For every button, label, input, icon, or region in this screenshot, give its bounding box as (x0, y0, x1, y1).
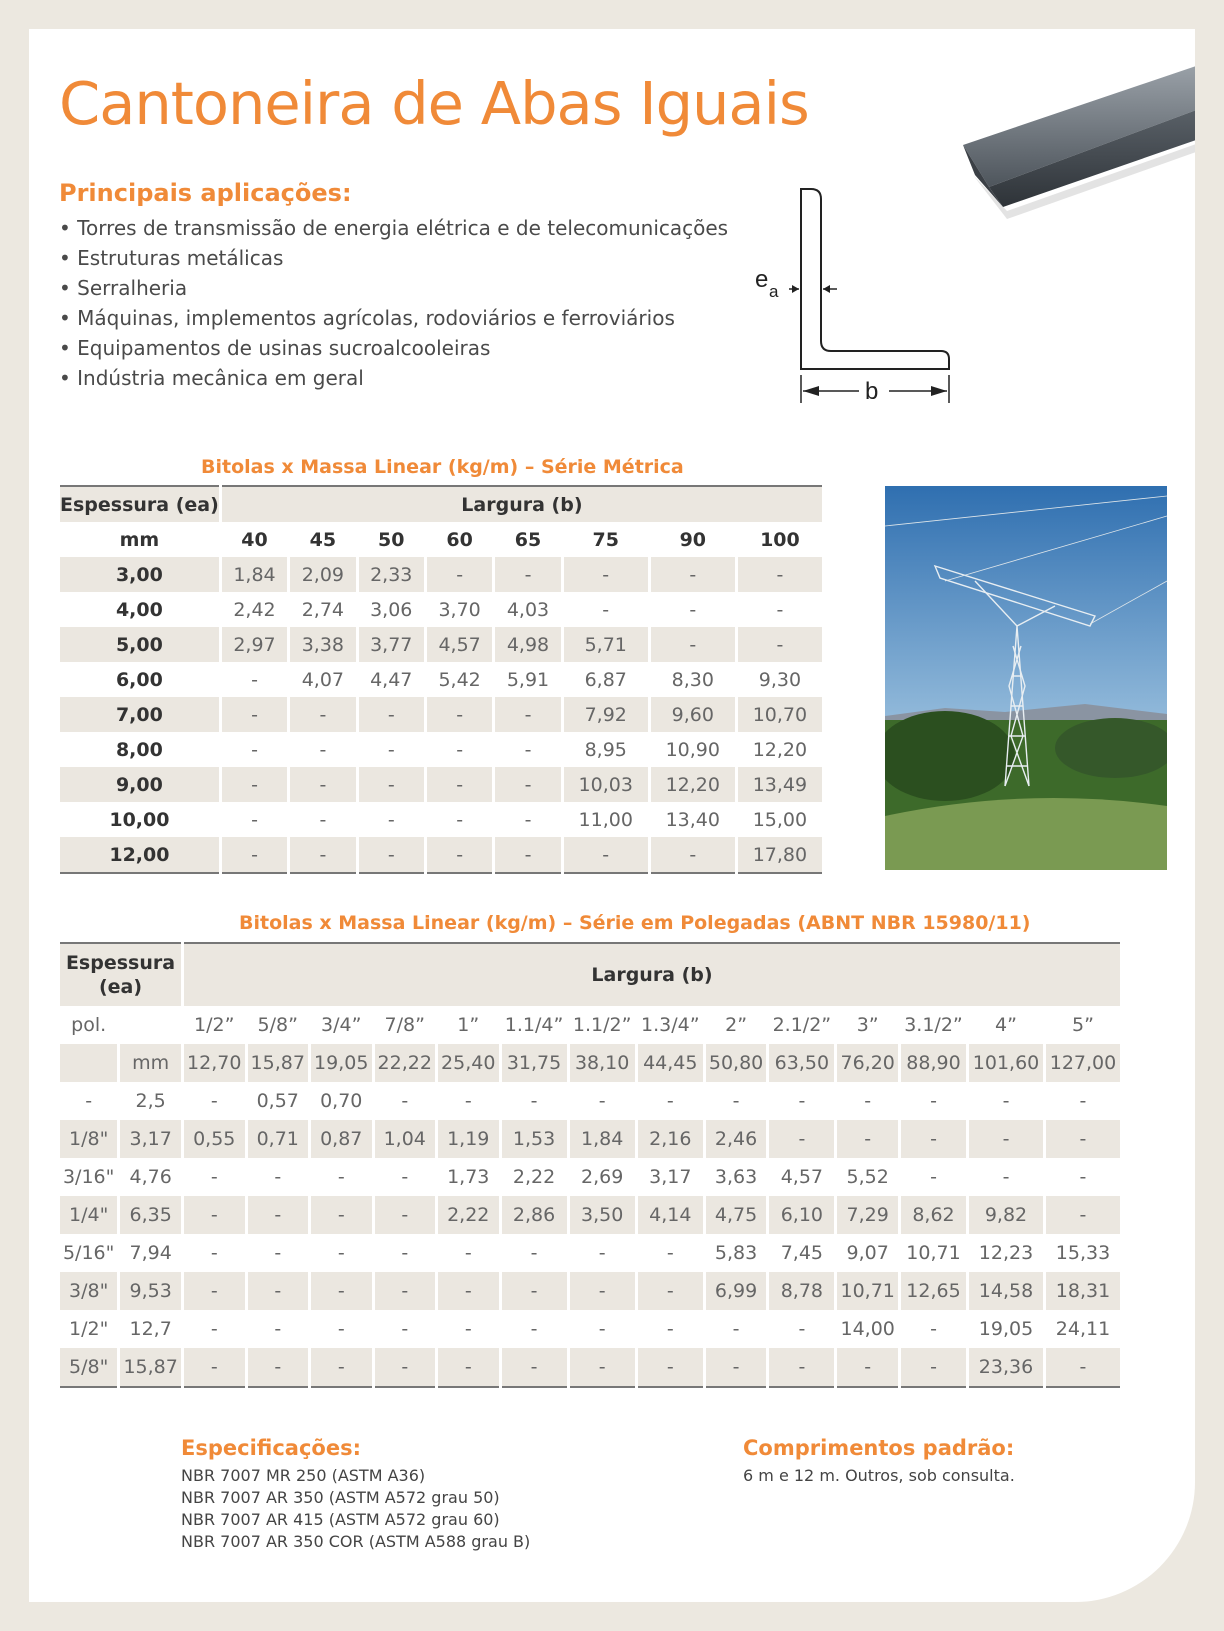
metric-value-cell: 11,00 (578, 808, 633, 831)
inch-value-cell: - (210, 1166, 218, 1188)
inch-value-cell: - (732, 1090, 740, 1112)
inch-width-pol-cell: 5” (1072, 1014, 1094, 1036)
inch-value-cell: - (864, 1090, 872, 1112)
inch-value-cell: - (570, 1272, 635, 1310)
inch-value-cell: - (401, 1242, 409, 1264)
inch-value-cell: 19,05 (978, 1318, 1034, 1340)
inch-value-cell: - (375, 1272, 436, 1310)
inch-value-cell: 18,31 (1046, 1272, 1120, 1310)
metric-value-cell: - (524, 808, 532, 831)
metric-thickness-cell: 6,00 (115, 668, 163, 691)
metric-value-cell: - (359, 767, 424, 802)
inch-value-cell: - (502, 1272, 567, 1310)
metric-value-cell: - (222, 697, 287, 732)
inch-thickness-pol-cell: 5/8" (60, 1348, 117, 1388)
metric-thickness-header: Espessura (ea) (60, 485, 219, 522)
inch-value-cell: 1,19 (438, 1120, 499, 1158)
application-item: • Máquinas, implementos agrícolas, rodoviários e ferroviários (59, 303, 728, 333)
metric-thickness-cell: 12,00 (60, 837, 219, 874)
inch-value-cell: 3,17 (649, 1166, 692, 1188)
inch-value-cell: 2,22 (512, 1166, 556, 1188)
inch-value-cell: - (438, 1348, 499, 1388)
inch-value-cell: - (337, 1242, 345, 1264)
metric-value-cell: - (495, 837, 560, 874)
inch-value-cell: 3,63 (714, 1166, 758, 1188)
metric-table-row (60, 837, 822, 874)
metric-unit-label: mm (119, 528, 160, 551)
metric-table-row (60, 662, 822, 697)
inch-value-cell: - (732, 1318, 740, 1340)
inch-value-cell: 3,50 (570, 1196, 635, 1234)
application-item: • Estruturas metálicas (59, 243, 728, 273)
metric-thickness-cell: 8,00 (115, 738, 163, 761)
metric-value-cell: - (564, 557, 648, 592)
metric-value-cell: 1,84 (222, 557, 287, 592)
inch-value-cell: - (666, 1242, 674, 1264)
metric-value-cell: 13,40 (665, 808, 720, 831)
inch-thickness-mm-cell: 7,94 (129, 1242, 172, 1264)
spec-line: NBR 7007 MR 250 (ASTM A36) (181, 1466, 426, 1485)
inch-value-cell: - (930, 1166, 937, 1188)
inch-width-pol-cell: 4” (995, 1014, 1017, 1036)
spec-line: NBR 7007 AR 350 (ASTM A572 grau 50) (181, 1488, 500, 1507)
inch-width-pol-cell: 1.1/2” (572, 1014, 632, 1036)
metric-value-cell: 9,60 (651, 697, 735, 732)
inch-value-cell: 6,99 (706, 1272, 767, 1310)
lengths-heading: Comprimentos padrão: (743, 1436, 1015, 1460)
metric-value-cell: 3,70 (438, 598, 481, 621)
inch-value-cell: - (969, 1120, 1043, 1158)
inch-thickness-pol-cell: 3/8" (60, 1272, 117, 1310)
metric-value-cell: 4,47 (370, 668, 413, 691)
metric-value-cell: - (602, 598, 610, 621)
metric-value-cell: - (738, 557, 822, 592)
inch-value-cell: - (248, 1196, 309, 1234)
inch-value-cell: - (1046, 1196, 1120, 1234)
metric-value-cell: - (427, 697, 492, 732)
inch-value-cell: - (311, 1348, 372, 1388)
inch-value-cell: 12,23 (978, 1242, 1034, 1264)
inch-width-pol-cell: 1” (457, 1014, 480, 1036)
inch-value-cell: - (638, 1348, 703, 1388)
spec-line: NBR 7007 AR 415 (ASTM A572 grau 60) (181, 1510, 500, 1529)
inch-thickness-pol-cell: - (85, 1090, 93, 1112)
inch-value-cell: - (837, 1120, 898, 1158)
metric-value-cell: 17,80 (738, 837, 822, 874)
metric-value-cell: 8,30 (671, 668, 714, 691)
metric-value-cell: - (359, 697, 424, 732)
inch-value-cell: - (184, 1272, 245, 1310)
specs-heading: Especificações: (181, 1436, 361, 1460)
inch-table-row (60, 1196, 1120, 1234)
inch-value-cell: 2,86 (502, 1196, 567, 1234)
inch-width-pol-cell: 3/4” (321, 1014, 362, 1036)
inch-value-cell: - (666, 1090, 674, 1112)
inch-width-header: Largura (b) (184, 942, 1120, 1006)
inch-value-cell: - (375, 1196, 436, 1234)
inch-value-cell: 14,58 (969, 1272, 1043, 1310)
metric-value-cell: - (427, 767, 492, 802)
metric-value-cell: 10,03 (564, 767, 648, 802)
metric-value-cell: - (319, 738, 327, 761)
metric-thickness-cell: 10,00 (109, 808, 170, 831)
inch-value-cell: - (769, 1120, 834, 1158)
metric-value-cell: - (689, 598, 697, 621)
inch-table-row (60, 1120, 1120, 1158)
inch-value-cell: 0,87 (311, 1120, 372, 1158)
inch-value-cell: - (930, 1318, 937, 1340)
metric-value-cell: 3,77 (359, 627, 424, 662)
metric-value-cell: 2,97 (222, 627, 287, 662)
inch-width-mm-cell: 63,50 (769, 1044, 834, 1082)
inch-thickness-pol-cell: 5/16" (62, 1242, 115, 1264)
inch-value-cell: - (598, 1318, 606, 1340)
application-item: • Indústria mecânica em geral (59, 363, 728, 393)
metric-value-cell: - (776, 598, 784, 621)
metric-value-cell: - (738, 627, 822, 662)
inch-value-cell: - (274, 1166, 282, 1188)
inch-value-cell: 0,55 (184, 1120, 245, 1158)
ea-label-main: e (755, 266, 769, 293)
inch-value-cell: - (210, 1318, 218, 1340)
inch-value-cell: 24,11 (1055, 1318, 1111, 1340)
inch-value-cell: - (798, 1090, 806, 1112)
metric-table-row (60, 732, 822, 767)
inch-value-cell: 7,29 (837, 1196, 898, 1234)
inch-value-cell: - (666, 1318, 674, 1340)
page-title: Cantoneira de Abas Iguais (59, 69, 809, 138)
inch-width-mm-cell: 31,75 (502, 1044, 567, 1082)
metric-width-header-cell: 60 (446, 528, 473, 551)
inch-value-cell: - (248, 1348, 309, 1388)
inch-thickness-pol-cell: 3/16" (62, 1166, 115, 1188)
metric-thickness-cell: 3,00 (60, 557, 219, 592)
metric-value-cell: - (427, 557, 492, 592)
inch-width-pol-cell: 5/8” (257, 1014, 298, 1036)
inch-value-cell: - (1046, 1120, 1120, 1158)
inch-width-pol-cell: 2.1/2” (772, 1014, 832, 1036)
metric-table-row (60, 802, 822, 837)
inch-value-cell: 9,82 (969, 1196, 1043, 1234)
inch-value-cell: 2,46 (706, 1120, 767, 1158)
metric-table-row (60, 697, 822, 732)
inch-value-cell: 4,57 (780, 1166, 824, 1188)
inch-value-cell: 1,73 (447, 1166, 490, 1188)
inch-thickness-pol-cell: 1/2" (68, 1318, 109, 1340)
inch-value-cell: 6,10 (769, 1196, 834, 1234)
inch-value-cell: 15,33 (1055, 1242, 1111, 1264)
inch-value-cell: 2,22 (438, 1196, 499, 1234)
inch-width-pol-cell: 1.1/4” (504, 1014, 564, 1036)
metric-value-cell: - (290, 697, 355, 732)
metric-table-row (60, 557, 822, 592)
metric-value-cell: 5,91 (506, 668, 550, 691)
inch-width-pol-cell: 1.3/4” (640, 1014, 700, 1036)
inch-value-cell: - (401, 1318, 409, 1340)
inch-thickness-mm-cell: 4,76 (129, 1166, 172, 1188)
spec-line: NBR 7007 AR 350 COR (ASTM A588 grau B) (181, 1532, 531, 1551)
inch-value-cell: - (570, 1348, 635, 1388)
metric-width-header-cell: 65 (514, 528, 542, 551)
metric-value-cell: 4,03 (506, 598, 550, 621)
metric-value-cell: - (427, 837, 492, 874)
inch-width-mm-cell: 44,45 (638, 1044, 703, 1082)
inch-value-cell: - (438, 1272, 499, 1310)
inch-value-cell: - (769, 1348, 834, 1388)
inch-value-cell: - (311, 1196, 372, 1234)
page-sheet (29, 29, 1195, 1602)
metric-thickness-cell: 4,00 (115, 598, 163, 621)
inch-value-cell: - (274, 1318, 282, 1340)
metric-value-cell: 12,20 (651, 767, 735, 802)
angle-profile-diagram (749, 169, 989, 409)
inch-value-cell: - (1002, 1090, 1010, 1112)
inch-value-cell: - (598, 1090, 606, 1112)
ea-label-sub: a (769, 282, 779, 301)
metric-value-cell: 15,00 (752, 808, 808, 831)
metric-value-cell: - (651, 627, 735, 662)
inch-width-mm-cell: 38,10 (570, 1044, 635, 1082)
inch-width-pol-cell: 1/2” (194, 1014, 235, 1036)
inch-value-cell: - (248, 1272, 309, 1310)
inch-width-mm-cell: 101,60 (969, 1044, 1043, 1082)
metric-value-cell: 4,57 (427, 627, 492, 662)
metric-value-cell: - (251, 738, 258, 761)
inch-value-cell: - (274, 1242, 282, 1264)
metric-value-cell: - (290, 837, 355, 874)
inch-value-cell: - (1046, 1348, 1120, 1388)
inch-width-mm-cell: 88,90 (901, 1044, 966, 1082)
inch-value-cell: 1,53 (502, 1120, 567, 1158)
inch-width-pol-cell: 2” (725, 1014, 748, 1036)
metric-value-cell: 9,30 (758, 668, 802, 691)
application-item: • Torres de transmissão de energia elétrica e de telecomunicações (59, 213, 728, 243)
inch-value-cell: 1,84 (570, 1120, 635, 1158)
metric-width-header-cell: 45 (309, 528, 337, 551)
metric-value-cell: 5,71 (564, 627, 648, 662)
metric-table-row (60, 592, 822, 627)
metric-value-cell: - (251, 808, 258, 831)
inch-value-cell: - (1079, 1090, 1087, 1112)
inch-value-cell: 5,52 (846, 1166, 889, 1188)
inch-value-cell: 10,71 (837, 1272, 898, 1310)
inch-table-caption: Bitolas x Massa Linear (kg/m) – Série em Polegadas (ABNT NBR 15980/11) (239, 912, 1031, 934)
metric-value-cell: - (495, 557, 560, 592)
inch-thickness-header-line1: Espessura (65, 952, 176, 974)
metric-value-cell: - (524, 738, 532, 761)
inch-value-cell: - (798, 1318, 806, 1340)
inch-value-cell: 1,04 (375, 1120, 436, 1158)
inch-value-cell: 7,45 (780, 1242, 824, 1264)
inch-value-cell: 4,14 (638, 1196, 703, 1234)
inch-value-cell: - (901, 1120, 966, 1158)
inch-value-cell: 10,71 (906, 1242, 961, 1264)
metric-value-cell: - (290, 767, 355, 802)
inch-thickness-header-line2: (ea) (98, 976, 143, 998)
inch-value-cell: - (401, 1090, 409, 1112)
metric-value-cell: 3,38 (290, 627, 355, 662)
metric-value-cell: - (222, 837, 287, 874)
metric-table-row (60, 767, 822, 802)
metric-table-row (60, 627, 822, 662)
inch-value-cell: 0,70 (320, 1090, 363, 1112)
inch-value-cell: - (837, 1348, 898, 1388)
inch-value-cell: - (184, 1348, 245, 1388)
inch-width-mm-cell: 22,22 (375, 1044, 436, 1082)
inch-thickness-pol-cell: 1/4" (60, 1196, 117, 1234)
inch-value-cell: 4,75 (706, 1196, 767, 1234)
inch-value-cell: - (530, 1090, 538, 1112)
metric-value-cell: 7,92 (564, 697, 648, 732)
inch-value-cell: - (901, 1348, 966, 1388)
inch-value-cell: 0,57 (256, 1090, 299, 1112)
application-item: • Equipamentos de usinas sucroalcooleiras (59, 333, 728, 363)
metric-width-header-cell: 90 (679, 528, 707, 551)
metric-value-cell: - (387, 738, 395, 761)
inch-width-mm-cell: 76,20 (837, 1044, 898, 1082)
inch-value-cell: - (598, 1242, 606, 1264)
inch-value-cell: - (464, 1090, 472, 1112)
metric-table (57, 485, 825, 874)
inch-value-cell: - (706, 1348, 767, 1388)
inch-width-mm-cell: 50,80 (706, 1044, 767, 1082)
metric-width-header-cell: 75 (592, 528, 619, 551)
inch-value-cell: 8,62 (901, 1196, 966, 1234)
metric-width-header: Largura (b) (222, 485, 822, 522)
metric-value-cell: 2,42 (233, 598, 276, 621)
metric-value-cell: 2,33 (359, 557, 424, 592)
inch-value-cell: - (502, 1348, 567, 1388)
inch-value-cell: - (530, 1318, 538, 1340)
metric-value-cell: 10,90 (665, 738, 720, 761)
inch-thickness-mm-cell: 9,53 (120, 1272, 181, 1310)
inch-table-row (60, 1348, 1120, 1388)
inch-value-cell: 8,78 (769, 1272, 834, 1310)
inch-width-pol-cell: 3” (856, 1014, 879, 1036)
metric-value-cell: - (564, 837, 648, 874)
inch-value-cell: - (1002, 1166, 1010, 1188)
inch-value-cell: 12,65 (901, 1272, 966, 1310)
metric-width-header-cell: 50 (378, 528, 405, 551)
inch-thickness-header (60, 942, 181, 1006)
metric-value-cell: 13,49 (738, 767, 822, 802)
inch-width-mm-cell: 127,00 (1046, 1044, 1120, 1082)
metric-value-cell: 2,09 (290, 557, 355, 592)
inch-value-cell: - (1079, 1166, 1087, 1188)
metric-value-cell: 3,06 (370, 598, 413, 621)
metric-value-cell: - (319, 808, 327, 831)
metric-value-cell: - (387, 808, 395, 831)
metric-value-cell: 6,87 (584, 668, 627, 691)
lengths-text: 6 m e 12 m. Outros, sob consulta. (743, 1466, 1015, 1485)
inch-width-mm-cell: 19,05 (311, 1044, 372, 1082)
inch-value-cell: - (210, 1242, 218, 1264)
inch-table (57, 942, 1123, 1388)
inch-value-cell: - (464, 1318, 472, 1340)
inch-value-cell: 2,16 (638, 1120, 703, 1158)
inch-value-cell: 23,36 (969, 1348, 1043, 1388)
inch-width-mm-cell: 12,70 (184, 1044, 245, 1082)
metric-value-cell: - (456, 738, 464, 761)
inch-thickness-pol-cell: 1/8" (60, 1120, 117, 1158)
metric-value-cell: - (359, 837, 424, 874)
applications-heading: Principais aplicações: (59, 179, 352, 207)
inch-value-cell: 14,00 (840, 1318, 895, 1340)
metric-value-cell: - (251, 668, 258, 691)
metric-value-cell: 5,42 (438, 668, 481, 691)
metric-thickness-cell: 9,00 (60, 767, 219, 802)
inch-table-row (60, 1082, 1120, 1120)
metric-value-cell: 4,07 (301, 668, 345, 691)
inch-value-cell: 5,83 (714, 1242, 758, 1264)
inch-value-cell: - (638, 1272, 703, 1310)
inch-value-cell: - (337, 1166, 345, 1188)
inch-value-cell: 0,71 (248, 1120, 309, 1158)
inch-value-cell: - (184, 1196, 245, 1234)
metric-value-cell: - (495, 767, 560, 802)
metric-thickness-cell: 7,00 (60, 697, 219, 732)
inch-thickness-mm-cell: 6,35 (120, 1196, 181, 1234)
metric-value-cell: 10,70 (738, 697, 822, 732)
inch-width-mm-cell: 25,40 (438, 1044, 499, 1082)
inch-mm-label: mm (120, 1044, 181, 1082)
inch-thickness-mm-cell: 12,7 (129, 1318, 172, 1340)
application-item: • Serralheria (59, 273, 728, 303)
applications-list (59, 213, 728, 393)
metric-width-header-cell: 40 (241, 528, 268, 551)
metric-value-cell: 4,98 (495, 627, 560, 662)
metric-value-cell: 8,95 (584, 738, 627, 761)
inch-value-cell: - (210, 1090, 218, 1112)
inch-thickness-mm-cell: 2,5 (135, 1090, 166, 1112)
metric-thickness-cell: 5,00 (60, 627, 219, 662)
metric-value-cell: - (651, 557, 735, 592)
inch-width-pol-cell: 3.1/2” (904, 1014, 963, 1036)
inch-width-mm-cell: 15,87 (248, 1044, 309, 1082)
inch-value-cell: - (337, 1318, 345, 1340)
inch-value-cell: 9,07 (846, 1242, 889, 1264)
metric-value-cell: - (651, 837, 735, 874)
metric-value-cell: - (222, 767, 287, 802)
b-label: b (865, 378, 879, 405)
metric-value-cell: 12,20 (752, 738, 808, 761)
inch-table-row (60, 1234, 1120, 1272)
inch-table-row (60, 1310, 1120, 1348)
transmission-tower-photo (885, 486, 1167, 870)
metric-value-cell: 2,74 (301, 598, 345, 621)
inch-value-cell: - (930, 1090, 937, 1112)
inch-value-cell: - (530, 1242, 538, 1264)
metric-value-cell: - (456, 808, 464, 831)
inch-pol-label: pol. (71, 1014, 107, 1036)
inch-table-row (60, 1158, 1120, 1196)
metric-table-caption: Bitolas x Massa Linear (kg/m) – Série Métrica (201, 456, 684, 478)
inch-value-cell: - (464, 1242, 472, 1264)
inch-value-cell: 2,69 (581, 1166, 624, 1188)
inch-thickness-mm-cell: 15,87 (120, 1348, 181, 1388)
inch-value-cell: - (375, 1348, 436, 1388)
inch-table-row (60, 1272, 1120, 1310)
inch-thickness-mm-cell: 3,17 (120, 1120, 181, 1158)
metric-width-header-cell: 100 (760, 528, 800, 551)
inch-width-pol-cell: 7/8” (384, 1014, 425, 1036)
inch-value-cell: - (311, 1272, 372, 1310)
metric-value-cell: - (495, 697, 560, 732)
steel-angle-image (959, 47, 1195, 227)
inch-value-cell: - (401, 1166, 409, 1188)
